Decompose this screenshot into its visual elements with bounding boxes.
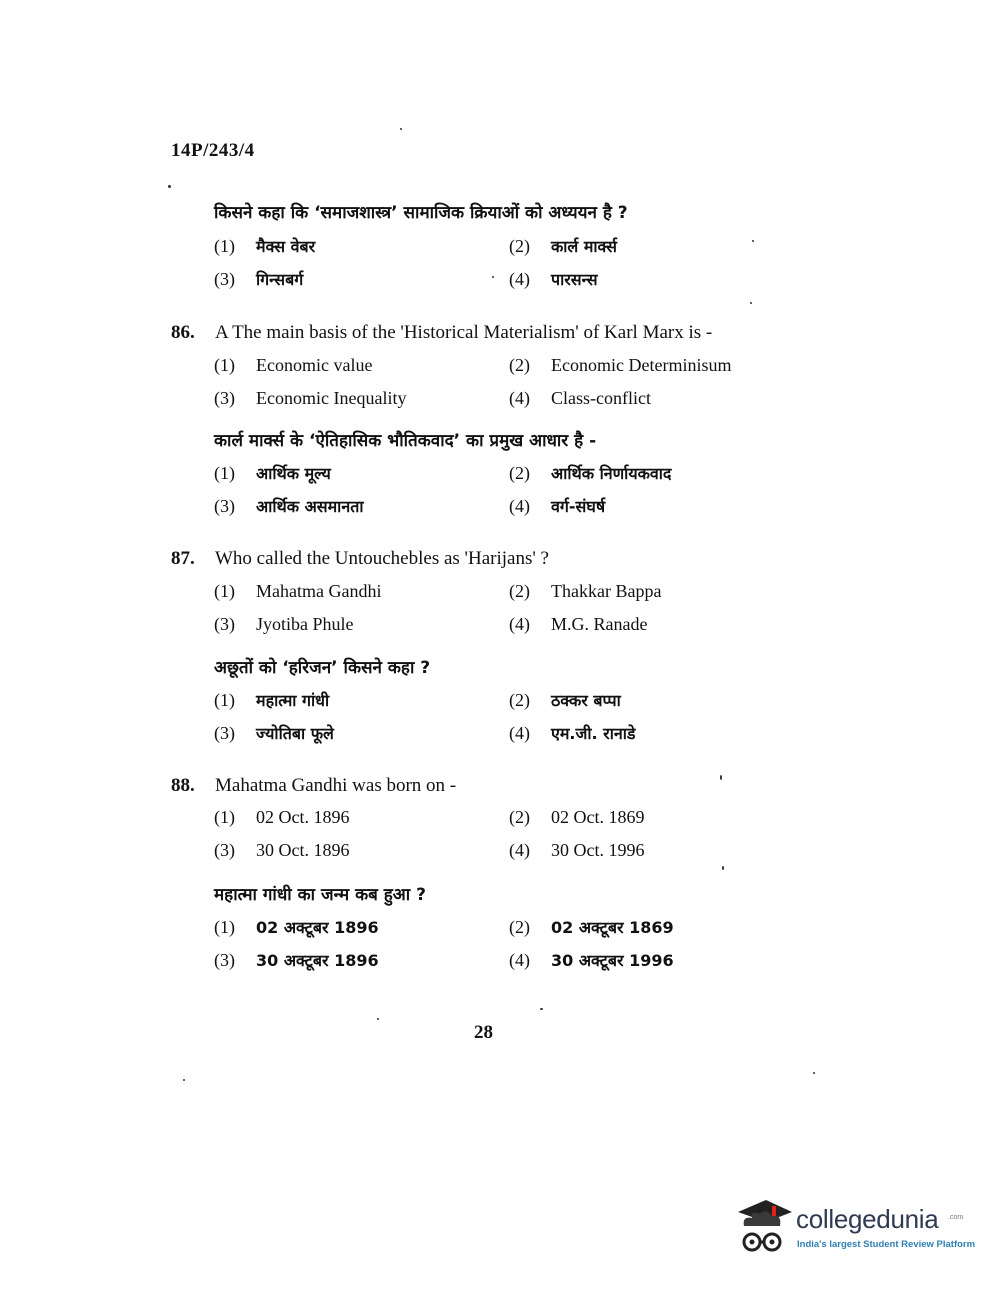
q88-hindi-option-1: (1) 02 अक्टूबर 1896 xyxy=(214,917,379,937)
q86-hindi-option-1: (1) आर्थिक मूल्य xyxy=(214,463,331,483)
q87-hindi-option-3: (3) ज्योतिबा फूले xyxy=(214,723,334,743)
q87-english-option-2: (2) Thakkar Bappa xyxy=(509,581,662,601)
q85-hindi-text: किसने कहा कि ‘समाजशास्त्र’ सामाजिक क्रियाओं को अध्ययन है ? xyxy=(214,203,628,223)
q86-english-option-4: (4) Class-conflict xyxy=(509,388,651,408)
scan-speck xyxy=(183,1079,185,1081)
q86-hindi-question: कार्ल मार्क्स के ‘ऐतिहासिक भौतिकवाद’ का प्रमुख आधार है - xyxy=(214,431,597,451)
q88-english-option-4: (4) 30 Oct. 1996 xyxy=(509,840,645,860)
q86-hindi-option-2: (2) आर्थिक निर्णायकवाद xyxy=(509,463,672,483)
q86-number: 86. xyxy=(171,322,195,343)
q88-hindi-question: महात्मा गांधी का जन्म कब हुआ ? xyxy=(214,885,426,905)
page-number: 28 xyxy=(474,1022,493,1043)
logo-tagline: India's largest Student Review Platform xyxy=(797,1239,976,1250)
scan-speck xyxy=(377,1018,379,1020)
q88-number: 88. xyxy=(171,775,195,796)
q88-english-option-3: (3) 30 Oct. 1896 xyxy=(214,840,350,860)
q86-english-question: 86. A The main basis of the 'Historical Materialism' of Karl Marx is - xyxy=(171,322,713,343)
graduate-mascot-icon xyxy=(736,1196,794,1260)
q85-hindi-option-4: (4) पारसन्स xyxy=(509,269,598,289)
scan-speck xyxy=(720,775,722,780)
q87-english-option-4: (4) M.G. Ranade xyxy=(509,614,648,634)
q87-hindi-option-1: (1) महात्मा गांधी xyxy=(214,690,330,710)
q86-hindi-option-3: (3) आर्थिक असमानता xyxy=(214,496,364,516)
q87-english-question: 87. Who called the Untouchebles as 'Harijans' ? xyxy=(171,548,549,569)
scan-speck xyxy=(168,185,171,188)
q88-hindi-option-3: (3) 30 अक्टूबर 1896 xyxy=(214,950,379,970)
q87-english-option-3: (3) Jyotiba Phule xyxy=(214,614,354,634)
q88-hindi-option-2: (2) 02 अक्टूबर 1869 xyxy=(509,917,674,937)
q86-english-option-1: (1) Economic value xyxy=(214,355,373,375)
q87-number: 87. xyxy=(171,548,195,569)
logo-suffix: .com xyxy=(948,1214,964,1221)
q88-english-option-1: (1) 02 Oct. 1896 xyxy=(214,807,350,827)
q88-hindi-option-4: (4) 30 अक्टूबर 1996 xyxy=(509,950,674,970)
scan-speck xyxy=(750,302,752,304)
q87-hindi-question: अछूतों को ‘हरिजन’ किसने कहा ? xyxy=(214,658,431,678)
q86-hindi-option-4: (4) वर्ग-संघर्ष xyxy=(509,496,606,516)
q86-english-option-2: (2) Economic Determinisum xyxy=(509,355,732,375)
scan-speck xyxy=(752,240,754,242)
scan-speck xyxy=(540,1008,543,1010)
q87-hindi-option-4: (4) एम.जी. रानाडे xyxy=(509,723,636,743)
scan-speck xyxy=(492,276,494,278)
scan-speck xyxy=(813,1072,815,1074)
scan-speck xyxy=(400,128,402,130)
q88-english-option-2: (2) 02 Oct. 1869 xyxy=(509,807,645,827)
paper-code: 14P/243/4 xyxy=(171,140,255,161)
q87-hindi-option-2: (2) ठक्कर बप्पा xyxy=(509,690,621,710)
collegedunia-logo xyxy=(736,1196,976,1260)
q85-hindi-option-1: (1) मैक्स वेबर xyxy=(214,236,316,256)
q85-hindi-option-3: (3) गिन्सबर्ग xyxy=(214,269,304,289)
q87-english-option-1: (1) Mahatma Gandhi xyxy=(214,581,382,601)
logo-wordmark: collegedunia xyxy=(796,1204,939,1234)
q88-english-question: 88. Mahatma Gandhi was born on - xyxy=(171,775,457,796)
q86-english-option-3: (3) Economic Inequality xyxy=(214,388,407,408)
q85-hindi-option-2: (2) कार्ल मार्क्स xyxy=(509,236,618,256)
scan-speck xyxy=(722,866,724,870)
